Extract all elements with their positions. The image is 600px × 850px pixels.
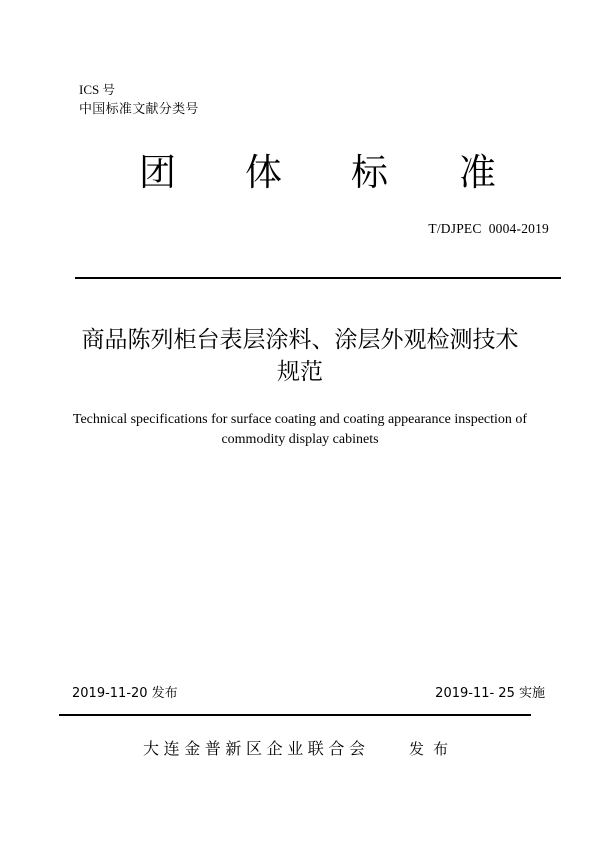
ics-label-suffix: 号 [102, 82, 115, 97]
chinese-title [0, 324, 600, 388]
english-title-line-1: Technical specifications for surface coating and coating appearance inspection of [72, 412, 528, 427]
chinese-title-line-1: 商品陈列柜台表层涂料、涂层外观检测技术 [81, 327, 519, 353]
document-type-char-3: 标 [351, 151, 388, 194]
publish-date: 2019-11-20 发布 [72, 686, 178, 701]
publish-label: 发布 [409, 740, 458, 758]
document-type-char-1: 团 [139, 151, 176, 194]
ics-label-text: ICS [79, 82, 100, 97]
document-type-char-4: 准 [459, 151, 496, 194]
ics-number-label [79, 82, 115, 98]
english-title [0, 410, 600, 450]
chinese-title-line-2: 规范 [277, 359, 323, 385]
ccs-classification-label: 中国标准文献分类号 [79, 102, 199, 117]
bottom-divider [59, 714, 531, 716]
document-type-char-2: 体 [245, 151, 282, 194]
publisher-name: 大连金普新区企业联合会 [143, 739, 370, 758]
standard-number: T/DJPEC 0004-2019 [428, 221, 549, 236]
document-type-heading [0, 150, 600, 196]
top-divider [75, 277, 561, 279]
implementation-date: 2019-11- 25 实施 [435, 686, 545, 701]
english-title-line-2: commodity display cabinets [221, 432, 379, 447]
